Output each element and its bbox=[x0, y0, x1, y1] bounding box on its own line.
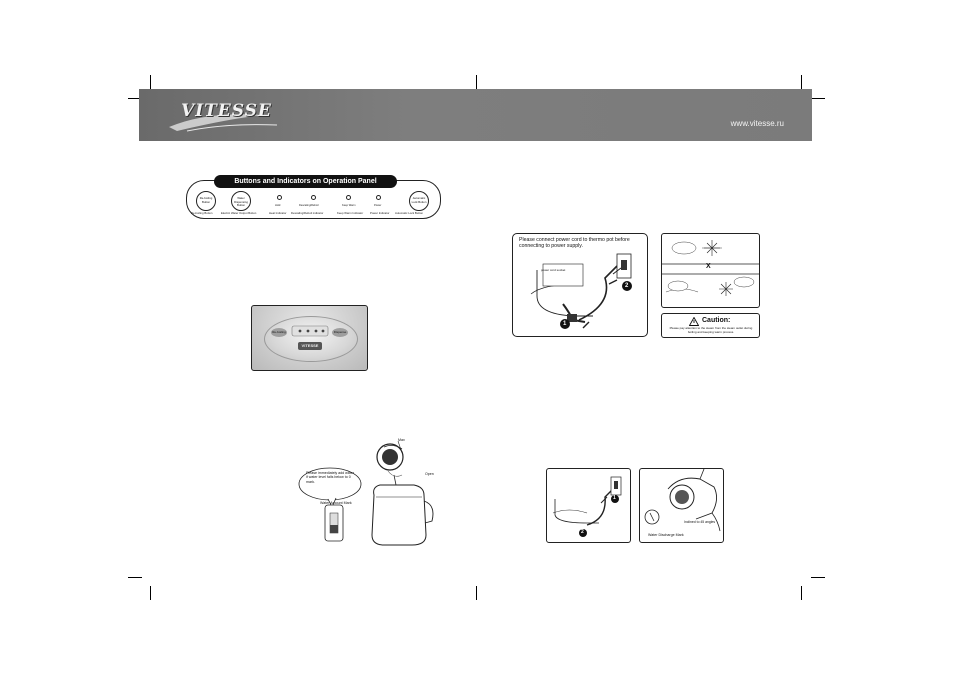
automatic-lock-button: Automatic Lock Button bbox=[409, 191, 429, 211]
button-caption: Automatic Lock Button bbox=[395, 211, 423, 215]
button-caption: Re-boiling Button bbox=[191, 211, 213, 215]
crop-mark bbox=[476, 75, 477, 89]
heat-indicator-led bbox=[277, 195, 282, 200]
inclined-angle-label: Inclined to 45 angles bbox=[684, 520, 716, 524]
operation-panel-photo bbox=[251, 305, 368, 371]
photo-display-icon bbox=[290, 324, 330, 338]
indicator-caption: Power Indicator bbox=[370, 211, 390, 215]
unplug-step-number: 1 bbox=[613, 495, 616, 501]
unplug-illustration-icon bbox=[547, 469, 630, 542]
lid-max-label: Max bbox=[398, 438, 405, 442]
photo-dispense-button: Dispense bbox=[332, 328, 348, 337]
unplug-figure bbox=[546, 468, 631, 543]
keep-warm-indicator-led bbox=[346, 195, 351, 200]
button-caption: Electric Water Output Button bbox=[221, 211, 257, 215]
indicator-caption: Keep Warm Indicator bbox=[337, 211, 364, 215]
crop-mark bbox=[811, 98, 825, 99]
steam-figure bbox=[661, 233, 760, 308]
reboiling-button: Re-boiling Button bbox=[196, 191, 216, 211]
lid-open-label: Open bbox=[425, 472, 434, 476]
indicator-caption: Descaling/Reboil indicator bbox=[291, 211, 324, 215]
thermo-pot-illustration-icon bbox=[298, 435, 446, 547]
crop-mark bbox=[128, 577, 142, 578]
operation-panel-title: Buttons and Indicators on Operation Panel bbox=[214, 175, 397, 188]
indicator-top-label: Power bbox=[374, 204, 382, 207]
warning-triangle-icon bbox=[689, 317, 699, 326]
power-socket-label: power cord socket bbox=[541, 268, 566, 272]
caution-title: Caution: bbox=[702, 317, 731, 324]
caution-text: Please pay attention to the steam from the steam outlet during boiling and keeping warm process. bbox=[669, 326, 753, 334]
indicator-caption: Heat Indicator bbox=[269, 211, 287, 215]
logo-text: VITESSE bbox=[181, 101, 272, 121]
photo-brand-label: VITESSE bbox=[298, 342, 322, 350]
power-cord-figure bbox=[512, 233, 648, 337]
indicator-top-label: Descaling/Reboil bbox=[299, 204, 319, 207]
crop-mark bbox=[150, 586, 151, 600]
water-discharge-mark-label: Water Discharge Mark bbox=[648, 533, 684, 537]
crop-mark bbox=[801, 586, 802, 600]
crop-mark bbox=[150, 75, 151, 89]
crop-mark bbox=[801, 75, 802, 89]
drain-figure bbox=[639, 468, 724, 543]
water-dispensing-button: Water Dispensing Button bbox=[231, 191, 251, 211]
step-one-number: 1 bbox=[563, 321, 567, 327]
brand-logo bbox=[167, 97, 287, 135]
crop-mark bbox=[476, 586, 477, 600]
crop-mark bbox=[811, 577, 825, 578]
steam-x-mark: X bbox=[706, 263, 711, 270]
water-warning-text: Please immediately add water if water level falls below to 0 mark. bbox=[306, 471, 354, 484]
water-amount-mark-label: Water Amount Mark bbox=[320, 501, 352, 505]
operation-panel-diagram bbox=[186, 180, 441, 219]
power-cord-instruction: Please connect power cord to thermo pot before connecting to power supply. bbox=[519, 237, 630, 249]
step-two-number: 2 bbox=[625, 283, 629, 289]
power-indicator-led bbox=[376, 195, 381, 200]
steam-illustration-icon bbox=[662, 234, 759, 307]
panel-oval bbox=[264, 316, 358, 362]
descaling-indicator-led bbox=[311, 195, 316, 200]
website-link[interactable]: www.vitesse.ru bbox=[730, 119, 784, 128]
caution-box bbox=[661, 313, 760, 338]
indicator-top-label: Keep Warm bbox=[342, 204, 356, 207]
water-level-figure bbox=[298, 435, 446, 547]
indicator-top-label: Hold bbox=[275, 204, 281, 207]
header-band bbox=[139, 89, 812, 141]
unplug-step-number: 2 bbox=[581, 529, 584, 535]
photo-reboil-button: Re-boiling bbox=[271, 328, 287, 337]
